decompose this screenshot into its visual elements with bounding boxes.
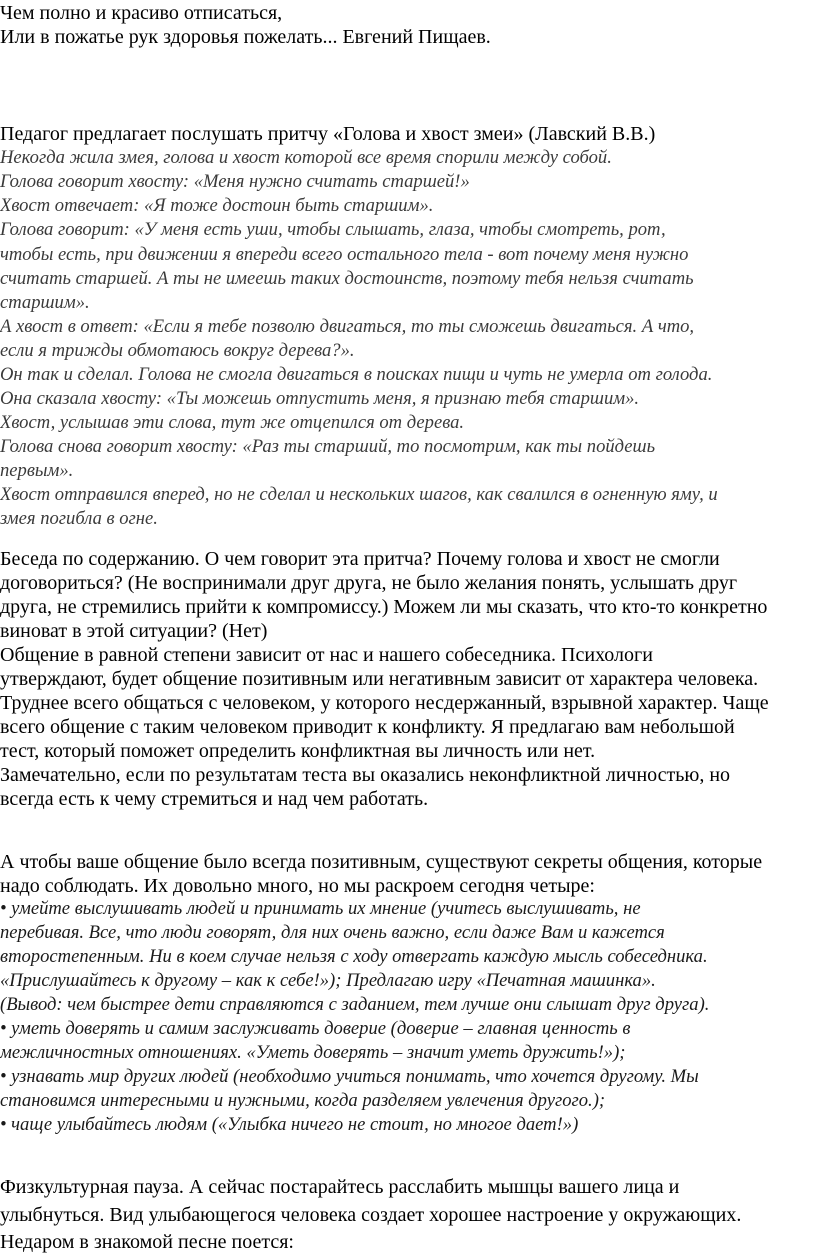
secret-line: второстепенным. Ни в коем случае нельзя с ходу отвергать каждую мысль собеседника. (0, 946, 708, 967)
pause-line: Недаром в знакомой песне поется: (0, 1231, 294, 1253)
parable-line: Некогда жила змея, голова и хвост которой все время спорили между собой. (0, 147, 612, 168)
intro-line: Чем полно и красиво отписаться, (0, 2, 283, 24)
discussion-line: тест, который поможет определить конфликтная вы личность или нет. (0, 740, 596, 762)
discussion-line: всего общение с таким человеком приводит к конфликту. Я предлагаю вам небольшой (0, 716, 735, 738)
pause-line: Физкультурная пауза. А сейчас постарайтесь расслабить мышцы вашего лица и (0, 1176, 680, 1198)
secret-line: становимся интересными и нужными, когда разделяем увлечения другого.); (0, 1090, 606, 1111)
parable-line: змея погибла в огне. (0, 508, 158, 529)
secret-line: • умейте выслушивать людей и принимать их мнение (учитесь выслушивать, не (0, 898, 641, 919)
secret-line: межличностных отношениях. «Уметь доверять – значит уметь дружить!»); (0, 1042, 626, 1063)
parable-line: Он так и сделал. Голова не смогла двигаться в поисках пищи и чуть не умерла от голода. (0, 364, 713, 385)
secrets-intro-line: надо соблюдать. Их довольно много, но мы раскроем сегодня четыре: (0, 875, 595, 897)
discussion-line: Труднее всего общаться с человеком, у которого несдержанный, взрывной характер. Чаще (0, 692, 769, 714)
parable-line: Хвост отправился вперед, но не сделал и нескольких шагов, как свалился в огненную яму, и (0, 484, 718, 505)
discussion-line: Беседа по содержанию. О чем говорит эта притча? Почему голова и хвост не смогли (0, 548, 720, 570)
secret-line: перебивая. Все, что люди говорят, для них очень важно, если даже Вам и кажется (0, 922, 665, 943)
parable-line: Голова говорит хвосту: «Меня нужно считать старшей!» (0, 171, 470, 192)
parable-line: если я трижды обмотаюсь вокруг дерева?». (0, 340, 355, 361)
pause-line: улыбнуться. Вид улыбающегося человека создает хорошее настроение у окружающих. (0, 1204, 742, 1226)
discussion-line: друга, не стремились прийти к компромиссу.) Можем ли мы сказать, что кто-то конкретно (0, 596, 768, 618)
discussion-line: виноват в этой ситуации? (Нет) (0, 620, 268, 642)
discussion-line: Замечательно, если по результатам теста вы оказались неконфликтной личностью, но (0, 764, 731, 786)
secret-line: • узнавать мир других людей (необходимо учиться понимать, что хочется другому. Мы (0, 1066, 699, 1087)
secrets-intro-line: А чтобы ваше общение было всегда позитивным, существуют секреты общения, которые (0, 851, 763, 873)
parable-line: Хвост отвечает: «Я тоже достоин быть старшим». (0, 195, 434, 216)
discussion-line: всегда есть к чему стремиться и над чем работать. (0, 788, 429, 810)
parable-line: Голова говорит: «У меня есть уши, чтобы слышать, глаза, чтобы смотреть, рот, (0, 219, 666, 240)
parable-line: А хвост в ответ: «Если я тебе позволю двигаться, то ты сможешь двигаться. А что, (0, 316, 695, 337)
secret-line: (Вывод: чем быстрее дети справляются с заданием, тем лучше они слышат друг друга). (0, 994, 710, 1015)
secret-line: • чаще улыбайтесь людям («Улыбка ничего не стоит, но многое дает!») (0, 1114, 579, 1135)
parable-line: первым». (0, 460, 74, 481)
parable-line: считать старшей. А ты не имеешь таких достоинств, поэтому тебя нельзя считать (0, 268, 694, 289)
discussion-line: Общение в равной степени зависит от нас и нашего собеседника. Психологи (0, 644, 653, 666)
parable-line: Хвост, услышав эти слова, тут же отцепился от дерева. (0, 412, 465, 433)
parable-line: чтобы есть, при движении я впереди всего остального тела - вот почему меня нужно (0, 244, 689, 265)
parable-line: Голова снова говорит хвосту: «Раз ты старший, то посмотрим, как ты пойдешь (0, 436, 656, 457)
parable-line: Она сказала хвосту: «Ты можешь отпустить меня, я признаю тебя старшим». (0, 388, 640, 409)
discussion-line: договориться? (Не воспринимали друг друга, не было желания понять, услышать друг (0, 572, 738, 594)
discussion-line: утверждают, будет общение позитивным или негативным зависит от характера человека. (0, 668, 759, 690)
secret-line: «Прислушайтесь к другому – как к себе!»); Предлагаю игру «Печатная машинка». (0, 970, 656, 991)
parable-heading: Педагог предлагает послушать притчу «Голова и хвост змеи» (Лавский В.В.) (0, 123, 656, 145)
secret-line: • уметь доверять и самим заслуживать доверие (доверие – главная ценность в (0, 1018, 631, 1039)
parable-line: старшим». (0, 292, 90, 313)
intro-line: Или в пожатье рук здоровья пожелать... Евгений Пищаев. (0, 26, 491, 48)
